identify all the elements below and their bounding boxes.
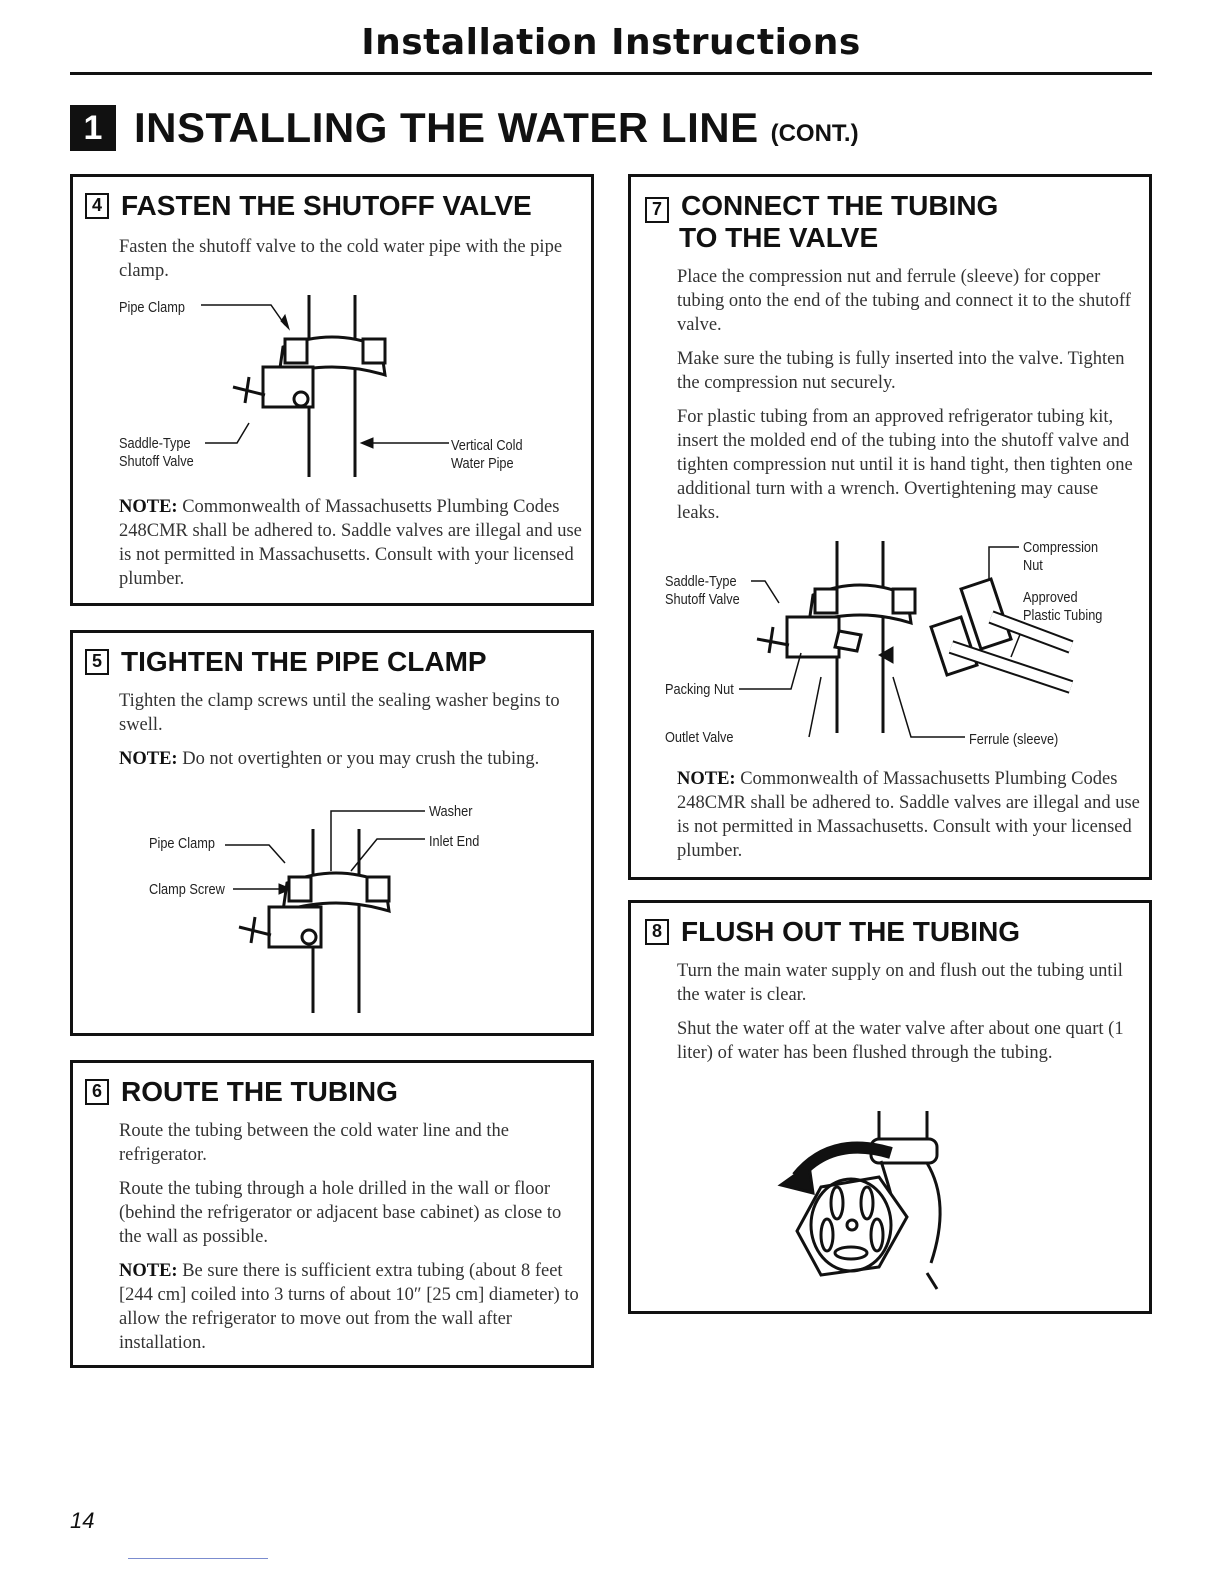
step-8-number: 8	[645, 919, 669, 945]
step-8-title: FLUSH OUT THE TUBING	[681, 916, 1021, 947]
step-4-text: Fasten the shutoff valve to the cold water pipe with the pipe clamp.	[119, 237, 563, 281]
step-5-box	[70, 630, 594, 1036]
step-4-box	[70, 174, 594, 606]
step-5-note: NOTE: Do not overtighten or you may crush the tubing.	[119, 749, 540, 769]
label-outlet-valve: Outlet Valve	[665, 729, 734, 746]
section-heading-suffix: (CONT.)	[770, 120, 859, 147]
label-vertical-cold: Vertical Cold	[451, 437, 523, 454]
step-6-note: NOTE: Be sure there is sufficient extra tubing (about 8 feet [244 cm] coiled into 3 turns of about 10″ [25 cm] diameter) to allow the refrigerator to move out from the wall after installation.	[119, 1261, 579, 1353]
step-4-title: FASTEN THE SHUTOFF VALVE	[121, 190, 532, 221]
label-shutoff-valve: Shutoff Valve	[119, 453, 194, 470]
label-pipe-clamp: Pipe Clamp	[119, 299, 185, 316]
label-washer: Washer	[429, 803, 473, 820]
step-5-number: 5	[85, 649, 109, 675]
step-7-number: 7	[645, 197, 669, 223]
step-6-text-1: Route the tubing between the cold water line and the refrigerator.	[119, 1121, 509, 1165]
label-nut: Nut	[1023, 557, 1043, 574]
label-approved: Approved	[1023, 589, 1078, 606]
step-6-text-2: Route the tubing through a hole drilled in the wall or floor (behind the refrigerator or adjacent base cabinet) as close to the wall as possible.	[119, 1179, 562, 1247]
water-valve-handle-icon	[631, 903, 1155, 1317]
page-header	[70, 20, 1152, 75]
step-7-text-3: For plastic tubing from an approved refrigerator tubing kit, insert the molded end of the tubing into the shutoff valve and tighten compression nut until it is hand tight, then tighten one additional turn with a wrench. Overtightening may cause leaks.	[677, 407, 1133, 523]
step-8-text-2: Shut the water off at the water valve after about one quart (1 liter) of water has been flushed through the tubing.	[677, 1019, 1124, 1063]
footer-line	[128, 1558, 268, 1559]
step-5-title: TIGHTEN THE PIPE CLAMP	[121, 646, 487, 677]
page-title: Installation Instructions	[361, 22, 861, 63]
label-compression: Compression	[1023, 539, 1099, 556]
step-4-number: 4	[85, 193, 109, 219]
step-6-number: 6	[85, 1079, 109, 1105]
step-5-text: Tighten the clamp screws until the sealing washer begins to swell.	[119, 691, 560, 735]
step-7-text-1: Place the compression nut and ferrule (sleeve) for copper tubing onto the end of the tubing and connect it to the shutoff valve.	[677, 267, 1131, 335]
label-packing-nut: Packing Nut	[665, 681, 734, 698]
step-7-title-1: CONNECT THE TUBING	[681, 190, 999, 221]
label-pipe-clamp-5: Pipe Clamp	[149, 835, 215, 852]
label-clamp-screw: Clamp Screw	[149, 881, 225, 898]
step-6-box	[70, 1060, 594, 1368]
step-7-box	[628, 174, 1152, 880]
step-7-title-2: TO THE VALVE	[679, 222, 879, 253]
label-shutoff-valve-7: Shutoff Valve	[665, 591, 740, 608]
section-number-badge: 1	[70, 105, 116, 151]
section-title	[70, 103, 859, 153]
label-inlet-end: Inlet End	[429, 833, 480, 850]
section-heading: INSTALLING THE WATER LINE	[134, 104, 759, 151]
step-6-title: ROUTE THE TUBING	[121, 1076, 398, 1107]
label-saddle-type: Saddle-Type	[119, 435, 191, 452]
step-8-text-1: Turn the main water supply on and flush out the tubing until the water is clear.	[677, 961, 1123, 1005]
label-ferrule: Ferrule (sleeve)	[969, 731, 1059, 748]
pipe-clamp-tighten-diagram-icon	[73, 633, 597, 1039]
step-6-heading	[85, 1077, 398, 1107]
step-7-text-2: Make sure the tubing is fully inserted into the valve. Tighten the compression nut securely.	[677, 349, 1125, 393]
page-number: 14	[70, 1508, 95, 1533]
step-4-note: NOTE: Commonwealth of Massachusetts Plumbing Codes 248CMR shall be adhered to. Saddle valves are illegal and use is not permitted in Massachusetts. Consult with your licensed plumber.	[119, 497, 582, 589]
step-8-box	[628, 900, 1152, 1314]
label-water-pipe: Water Pipe	[451, 455, 514, 472]
label-saddle-type-7: Saddle-Type	[665, 573, 737, 590]
step-7-note: NOTE: Commonwealth of Massachusetts Plumbing Codes 248CMR shall be adhered to. Saddle valves are illegal and use is not permitted in Massachusetts. Consult with your licensed plumber.	[677, 769, 1140, 861]
label-plastic-tubing: Plastic Tubing	[1023, 607, 1103, 624]
